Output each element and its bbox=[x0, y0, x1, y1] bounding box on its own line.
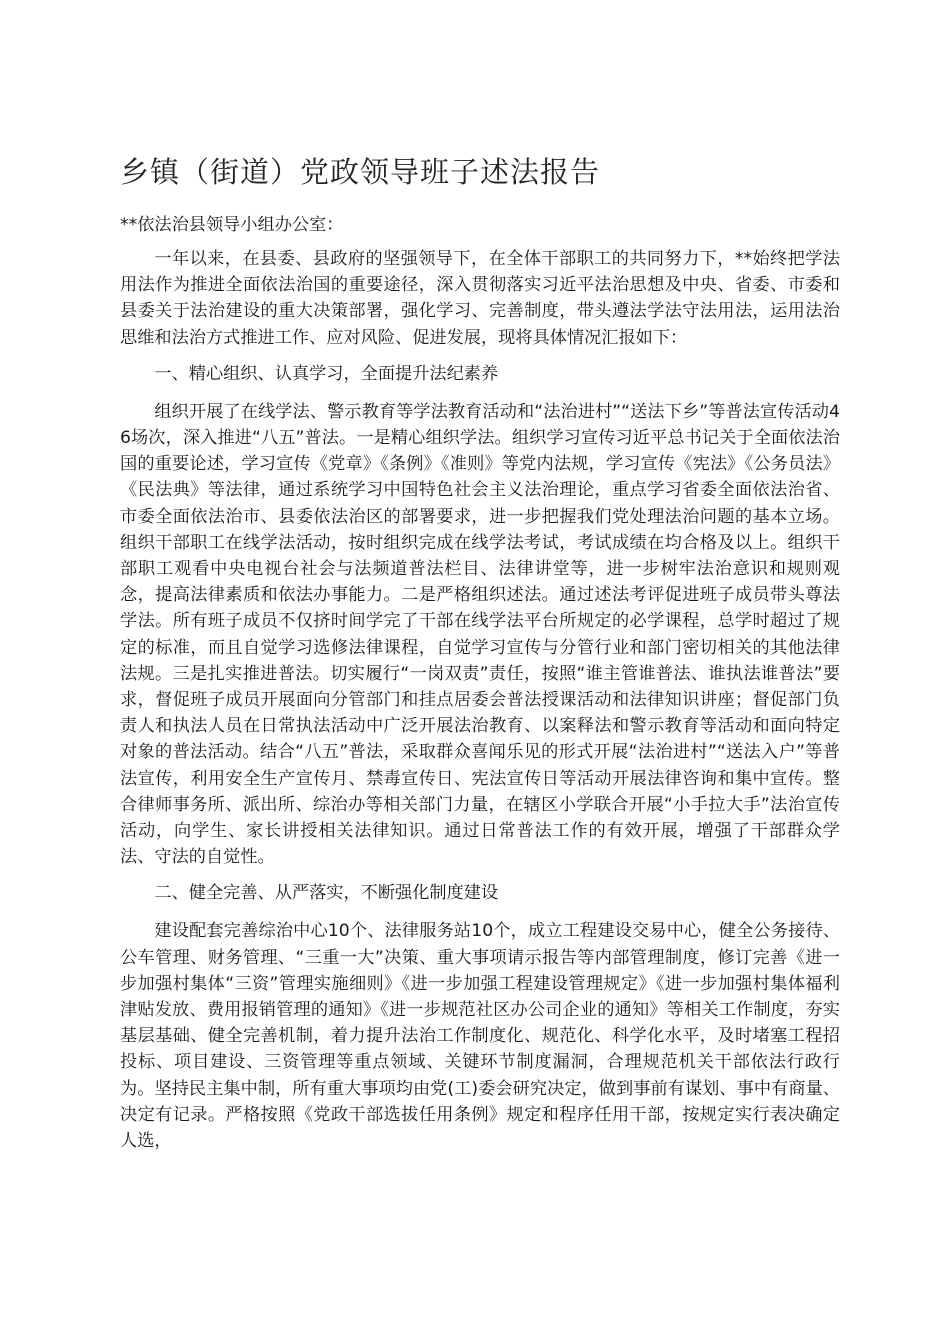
section-2-heading: 二、健全完善、从严落实，不断强化制度建设 bbox=[154, 883, 499, 904]
section-2-body: 建设配套完善综治中心10个、法律服务站10个，成立工程建设交易中心，健全公务接待、公车管理、财务管理、“三重一大”决策、重大事项请示报告等内部管理制度，修订完善《进一步加强村集体“三资”管理实施细则》《进一步加强工程建设管理规定》《进一步加强村集体福利津贴发放、费用报销管理的通知》《进一步规范社区办公司企业的通知》等相关工作制度，夯实基层基础、健全完善机制，着力提升法治工作制度化、规范化、科学化水平，及时堵塞工程招投标、项目建设、三资管理等重点领域、关键环节制度漏洞，合理规范机关干部依法行政行为。坚持民主集中制，所有重大事项均由党(工)委会研究决定，做到事前有谋划、事中有商量、决定有记录。严格按照《党政干部选拔任用条例》规定和程序任用干部，按规定实行表决确定人选， bbox=[120, 921, 840, 1152]
intro-paragraph: 一年以来，在县委、县政府的坚强领导下，在全体干部职工的共同努力下，**始终把学法用法作为推进全面依法治国的重要途径，深入贯彻落实习近平法治思想及中央、省委、市委和县委关于法治建设的重大决策部署，强化学习、完善制度，带头遵法学法守法用法，运用法治思维和法治方式推进工作、应对风险、促进发展，现将具体情况汇报如下： bbox=[120, 249, 840, 348]
document-page bbox=[120, 150, 840, 1162]
salutation: **依法治县领导小组办公室： bbox=[120, 215, 344, 235]
document-title: 乡镇（街道）党政领导班子述法报告 bbox=[120, 155, 601, 189]
section-1-heading: 一、精心组织、认真学习，全面提升法纪素养 bbox=[154, 363, 499, 384]
section-1-body: 组织开展了在线学法、警示教育等学法教育活动和“法治进村”“送法下乡”等普法宣传活动46场次，深入推进“八五”普法。一是精心组织学法。组织学习宣传习近平总书记关于全面依法治国的重要论述，学习宣传《党章》《条例》《准则》等党内法规，学习宣传《宪法》《公务员法》《民法典》等法律，通过系统学习中国特色社会主义法治理论，重点学习省委全面依法治省、市委全面依法治市、县委依法治区的部署要求，进一步把握我们党处理法治问题的基本立场。组织干部职工在线学法活动，按时组织完成在线学法考试，考试成绩在均合格及以上。组织干部职工观看中央电视台社会与法频道普法栏目、法律讲堂等，进一步树牢法治意识和规则观念，提高法律素质和依法办事能力。二是严格组织述法。通过述法考评促进班子成员带头尊法学法。所有班子成员不仅挤时间学完了干部在线学法平台所规定的必学课程，总学时超过了规定的标准，而且自觉学习选修法律课程，自觉学习宣传与分管行业和部门密切相关的其他法律法规。三是扎实推进普法。切实履行“一岗双责”责任，按照“谁主管谁普法、谁执法谁普法”要求，督促班子成员开展面向分管部门和挂点居委会普法授课活动和法律知识讲座；督促部门负责人和执法人员在日常执法活动中广泛开展法治教育、以案释法和警示教育等活动和面向特定对象的普法活动。结合“八五”普法，采取群众喜闻乐见的形式开展“法治进村”“送法入户”等普法宣传，利用安全生产宣传月、禁毒宣传日、宪法宣传日等活动开展法律咨询和集中宣传。整合律师事务所、派出所、综治办等相关部门力量，在辖区小学联合开展“小手拉大手”法治宣传活动，向学生、家长讲授相关法律知识。通过日常普法工作的有效开展，增强了干部群众学法、守法的自觉性。 bbox=[120, 401, 840, 868]
